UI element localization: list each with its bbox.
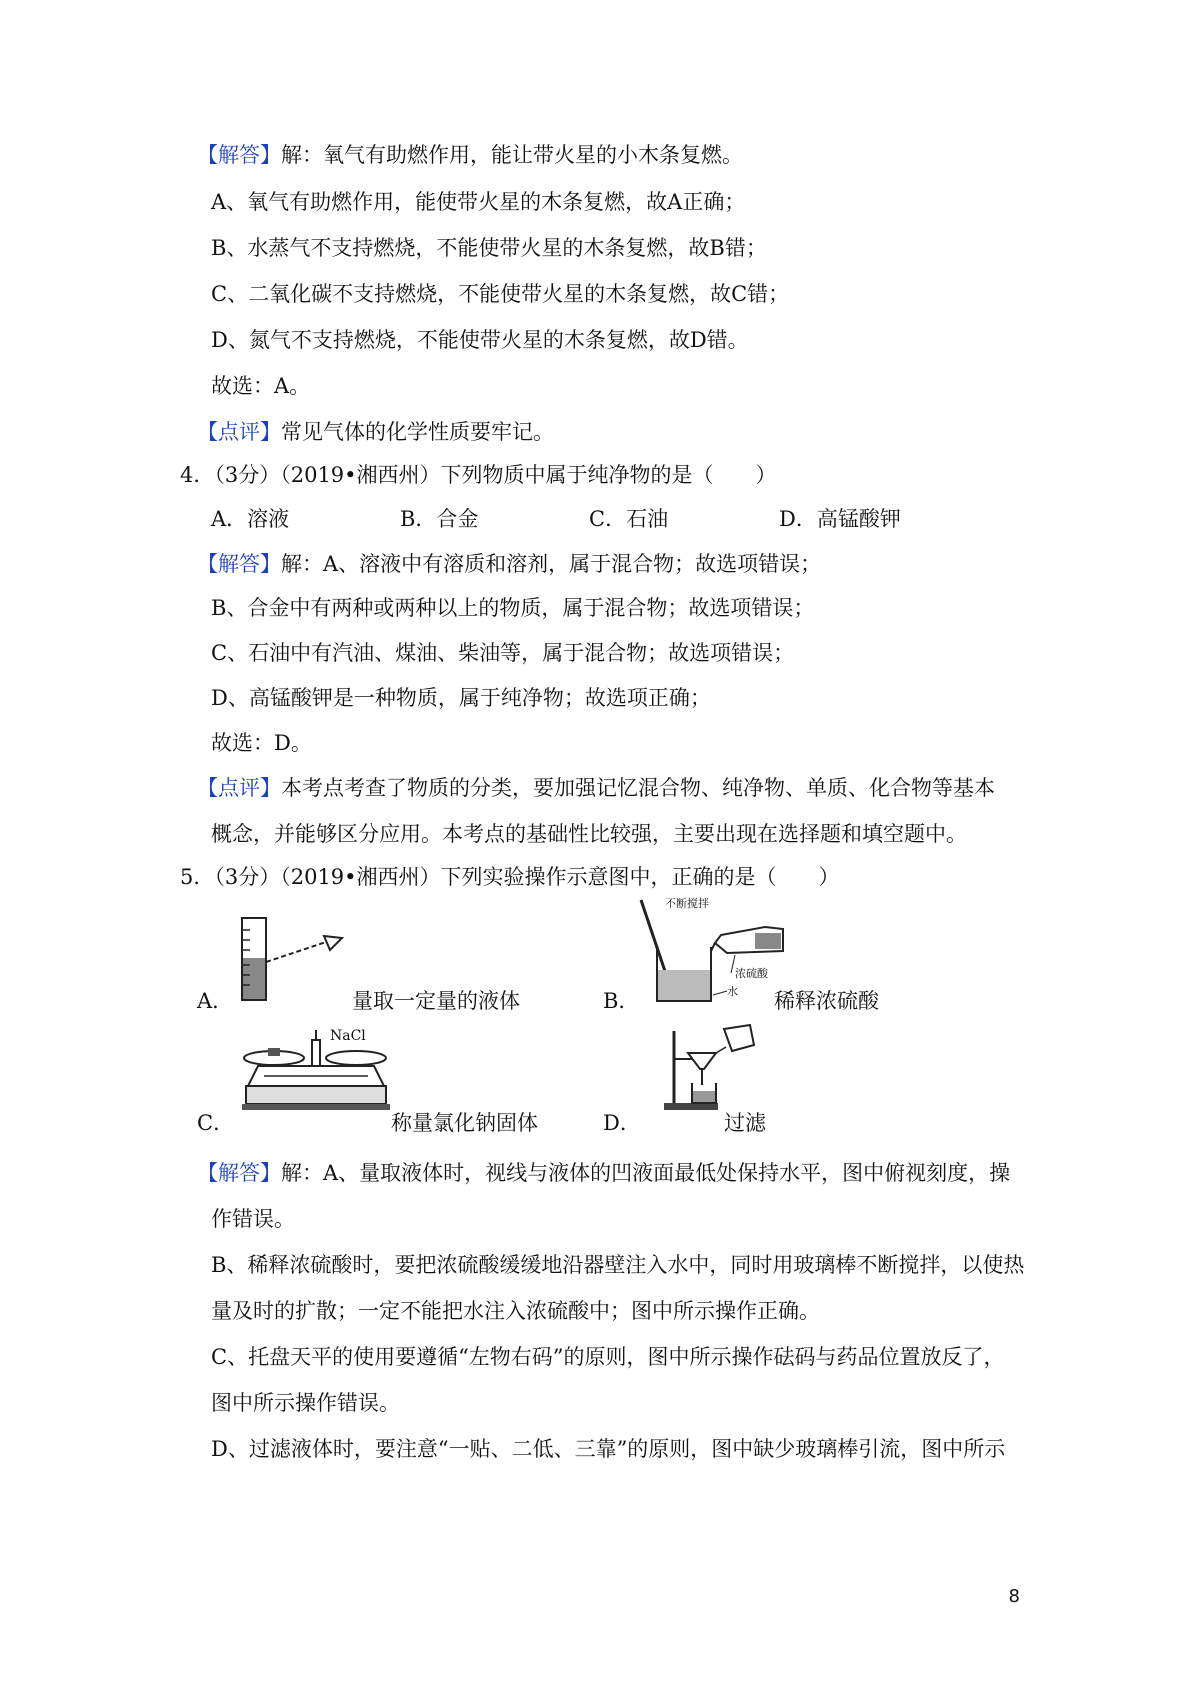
q3-line-b: B、水蒸气不支持燃烧，不能使带火星的木条复燃，故B错； — [211, 236, 767, 260]
q4-line-c: C、石油中有汽油、煤油、柴油等，属于混合物；故选项错误； — [211, 641, 795, 665]
q4-comment-line — [197, 773, 995, 803]
answer-tag: 【解答】 — [197, 1161, 281, 1185]
comment-tag: 【点评】 — [197, 776, 281, 800]
q5-option-a-letter: A． — [197, 989, 234, 1013]
q5-line-5: 图中所示操作错误。 — [211, 1391, 400, 1415]
q5-option-b-caption: 稀释浓硫酸 — [774, 989, 879, 1013]
answer-text: 解：A、量取液体时，视线与液体的凹液面最低处保持水平，图中俯视刻度，操 — [281, 1161, 1011, 1185]
q3-line-c: C、二氧化碳不支持燃烧，不能使带火星的木条复燃，故C错； — [211, 282, 790, 306]
q5-line-1: 作错误。 — [211, 1207, 295, 1231]
q4-comment-line-2: 概念，并能够区分应用。本考点的基础性比较强，主要出现在选择题和填空题中。 — [211, 822, 967, 846]
q5-stem: 5．（3分）（2019•湘西州）下列实验操作示意图中，正确的是（ ） — [180, 865, 840, 889]
q5-answer-line — [197, 1158, 1010, 1188]
label-nacl: NaCl — [330, 1028, 366, 1044]
label-water: 水 — [727, 985, 738, 998]
q4-line-d: D、高锰酸钾是一种物质，属于纯净物；故选项正确； — [211, 686, 711, 710]
page-number: 8 — [1008, 1586, 1020, 1607]
q5-line-4: C、托盘天平的使用要遵循“左物右码”的原则，图中所示操作砝码与药品位置放反了， — [211, 1345, 1005, 1369]
q5-line-2: B、稀释浓硫酸时，要把浓硫酸缓缓地沿器壁注入水中，同时用玻璃棒不断搅拌，以使热 — [211, 1253, 1025, 1277]
label-stir: 不断搅拌 — [665, 897, 709, 910]
label-acid: 浓硫酸 — [735, 967, 768, 980]
q4-stem: 4．（3分）（2019•湘西州）下列物质中属于纯净物的是（ ） — [180, 463, 777, 487]
q4-option-d: D．高锰酸钾 — [779, 507, 901, 531]
q5-option-d-letter: D． — [603, 1111, 641, 1135]
q4-option-b: B．合金 — [400, 507, 479, 531]
answer-text: 解：氧气有助燃作用，能让带火星的小木条复燃。 — [281, 143, 743, 167]
figure-balance — [238, 1026, 398, 1116]
q5-option-d-caption: 过滤 — [724, 1111, 766, 1135]
answer-text: 解：A、溶液中有溶质和溶剂，属于混合物；故选项错误； — [281, 552, 822, 576]
comment-text: 常见气体的化学性质要牢记。 — [281, 420, 554, 444]
answer-tag: 【解答】 — [197, 143, 281, 167]
q3-line-a: A、氧气有助燃作用，能使带火星的木条复燃，故A正确； — [211, 190, 746, 214]
q3-answer-line — [197, 140, 743, 170]
figure-graduated-cylinder — [232, 910, 352, 1005]
q4-choice: 故选：D。 — [211, 731, 312, 755]
q4-line-b: B、合金中有两种或两种以上的物质，属于混合物；故选项错误； — [211, 596, 815, 620]
q5-option-b-letter: B． — [603, 989, 640, 1013]
q4-answer-line — [197, 549, 821, 579]
q5-option-c-letter: C． — [197, 1111, 235, 1135]
q3-line-d: D、氮气不支持燃烧，不能使带火星的木条复燃，故D错。 — [211, 328, 749, 352]
figure-filtration — [660, 1023, 770, 1113]
q5-line-3: 量及时的扩散；一定不能把水注入浓硫酸中；图中所示操作正确。 — [211, 1299, 820, 1323]
q4-option-c: C．石油 — [589, 507, 669, 531]
comment-text: 本考点考查了物质的分类，要加强记忆混合物、纯净物、单质、化合物等基本 — [281, 776, 995, 800]
q5-option-c-caption: 称量氯化钠固体 — [391, 1111, 538, 1135]
comment-tag: 【点评】 — [197, 420, 281, 444]
answer-tag: 【解答】 — [197, 552, 281, 576]
q4-option-a: A．溶液 — [211, 507, 290, 531]
q3-choice: 故选：A。 — [211, 374, 311, 398]
q3-comment-line — [197, 417, 554, 447]
q5-line-6: D、过滤液体时，要注意“一贴、二低、三靠”的原则，图中缺少玻璃棒引流，图中所示 — [211, 1437, 1006, 1461]
q5-option-a-caption: 量取一定量的液体 — [352, 989, 520, 1013]
